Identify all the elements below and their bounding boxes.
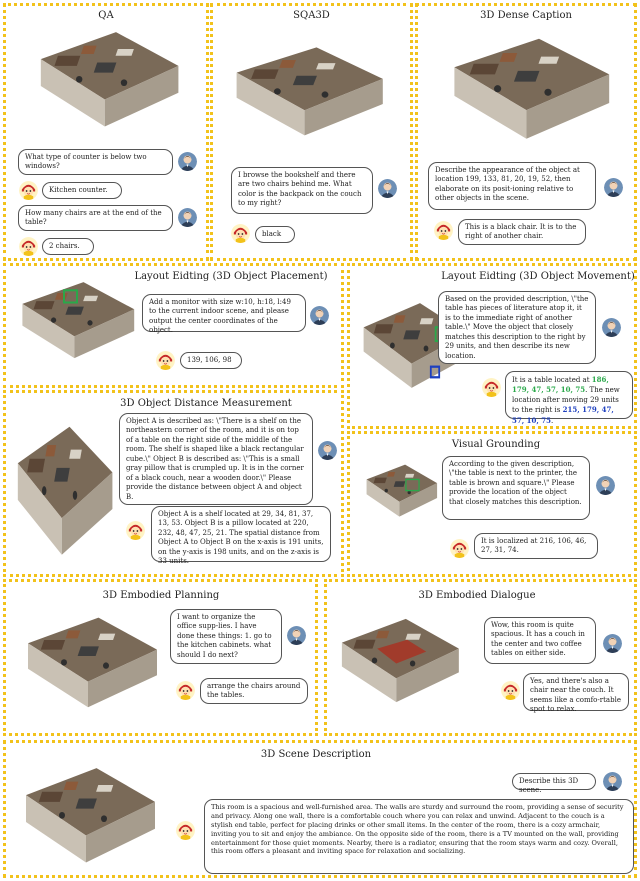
scene-image [360,459,442,524]
panel-visual-grounding [347,431,637,577]
robot-avatar-icon [176,681,195,700]
panel-title: Layout Eidting (3D Object Movement) [441,271,635,282]
panel-dense-caption [415,3,637,261]
assistant-answer-bubble: Object A is a shelf located at 29, 34, 81, 37, 13, 53. Object B is a pillow located at 220, 232, 48, 47, 25, 21. The spatial distance from Object A to Object B on the x-axis is 191 units, on the y-axis is 198 units, and on the z-axis is 33 units. [151,506,331,562]
user-question-bubble: Object A is described as: \"There is a shelf on the northeastern corner of the room, and it is on top of a table on the right side of the middle of the room. The shelf is shaped like a black rectangular cube.\" Object B is described as: \"This is a small gray pillow that is crumpled up. It is in the corner of a black couch, near a wooden door.\" Please provide the distance between object A and object B. [119,413,313,505]
assistant-answer-bubble: It is localized at 216, 106, 46, 27, 31, 74. [474,533,598,559]
panel-object-movement [347,263,637,429]
user-avatar-icon [318,441,337,460]
robot-avatar-icon [231,224,250,243]
user-question-bubble: How many chairs are at the end of the table? [18,205,173,231]
answer-text: It is a table located at [512,376,592,384]
panel-distance-measurement [3,390,344,577]
robot-avatar-icon [126,521,145,540]
robot-avatar-icon [501,681,520,700]
user-question-bubble: I want to organize the office supp-lies. I have done these things: 1. go to the kitchen cabinets. what should I do next? [170,609,282,664]
answer-text: . [550,416,554,425]
user-question-bubble: I browse the bookshelf and there are two chairs behind me. What color is the backpack on the couch to my right? [231,167,373,214]
robot-avatar-icon [482,378,501,397]
scene-image [440,28,620,153]
user-question-bubble: What type of counter is below two windows? [18,149,173,175]
user-avatar-icon [604,178,623,197]
scene-image [12,274,142,369]
user-avatar-icon [287,626,306,645]
scene-image [331,610,467,714]
panel-title: Layout Eidting (3D Object Placement) [134,271,328,282]
panel-title: 3D Scene Description [260,749,372,760]
robot-avatar-icon [19,237,38,256]
assistant-answer-bubble: Kitchen counter. [42,182,122,199]
user-question-bubble: According to the given description, \"the table is next to the printer, the table is brown and square.\" Please provide the location of the object that closely matches this description. [442,456,590,520]
assistant-answer-bubble: 2 chairs. [42,238,94,255]
panel-qa [3,3,209,261]
robot-avatar-icon [176,821,195,840]
user-avatar-icon [310,306,329,325]
panel-title: 3D Object Distance Measurement [120,398,292,409]
original-location-value: 186, 179, 47, 57, 10, 75 [512,375,609,395]
assistant-answer-bubble: arrange the chairs around the tables. [200,678,308,704]
scene-image [9,413,119,573]
scene-image [223,38,393,148]
user-avatar-icon [596,476,615,495]
robot-avatar-icon [450,539,469,558]
panel-embodied-planning [3,579,318,736]
panel-title: 3D Embodied Planning [102,590,220,601]
scene-image [16,608,166,720]
robot-avatar-icon [434,221,453,240]
user-question-bubble: Wow, this room is quite spacious. It has a couch in the center and two coffee tables on either side. [484,617,596,664]
user-avatar-icon [602,318,621,337]
robot-avatar-icon [156,351,175,370]
user-avatar-icon [178,208,197,227]
user-avatar-icon [603,772,622,791]
panel-title: SQA3D [293,10,330,21]
user-question-bubble: Describe this 3D scene. [512,773,596,790]
scene-image [28,22,188,140]
panel-title: Visual Grounding [451,439,541,450]
user-question-bubble: Based on the provided description, \"the table has pieces of literature atop it, it is to the immediate right of another table.\" Move the object that closely matches this description to the right by 29 units, and then describe its new location. [438,291,596,364]
panel-sqa3d [210,3,413,261]
assistant-answer-bubble: 139, 106, 98 [180,352,242,369]
panel-title: QA [98,10,114,21]
panel-embodied-dialogue [324,579,637,736]
user-question-bubble: Add a monitor with size w:10, h:18, l:49 to the current indoor scene, and please output the center coordinates of the object. [142,294,306,332]
answer-text: . The new location after moving 29 units to the right is [512,386,620,415]
panel-title: 3D Embodied Dialogue [418,590,536,601]
assistant-answer-bubble: This room is a spacious and well-furnished area. The walls are sturdy and surround the room, providing a sense of security and privacy. Along one wall, there is a comfortable couch where you can relax and unwind. Adjacent to the couch is a stylish end table, perfect for placing drinks or other small items. In the center of the room, there is a cozy armchair, inviting you to sit and enjoy the ambiance. On the opposite side of the room, there is a TV mounted on the wall, providing entertainment for those quiet moments. Nearby, there is a radiator, ensuring that the room stays warm and cozy. Overall, this room offers a pleasant and inviting space for relaxation and socializing. [204,799,634,874]
panel-scene-description [3,740,637,878]
user-question-bubble: Describe the appearance of the object at location 199, 133, 81, 20, 19, 52, then elaborate on its posit-ioning relative to other objects in the scene. [428,162,596,210]
user-avatar-icon [178,152,197,171]
user-avatar-icon [603,634,622,653]
panel-object-placement [3,263,344,388]
scene-image [14,758,164,876]
assistant-answer-bubble: Yes, and there's also a chair near the couch. It seems like a comfo-rtable spot to relax. [523,673,629,711]
assistant-answer-bubble [505,371,633,425]
robot-avatar-icon [19,181,38,200]
user-avatar-icon [378,179,397,198]
new-location-value: 215, 179, 47, 57, 10, 75 [512,405,614,425]
assistant-answer-bubble: This is a black chair. It is to the right of another chair. [458,219,586,245]
assistant-answer-bubble: black [255,226,295,243]
panel-title: 3D Dense Caption [480,10,572,21]
